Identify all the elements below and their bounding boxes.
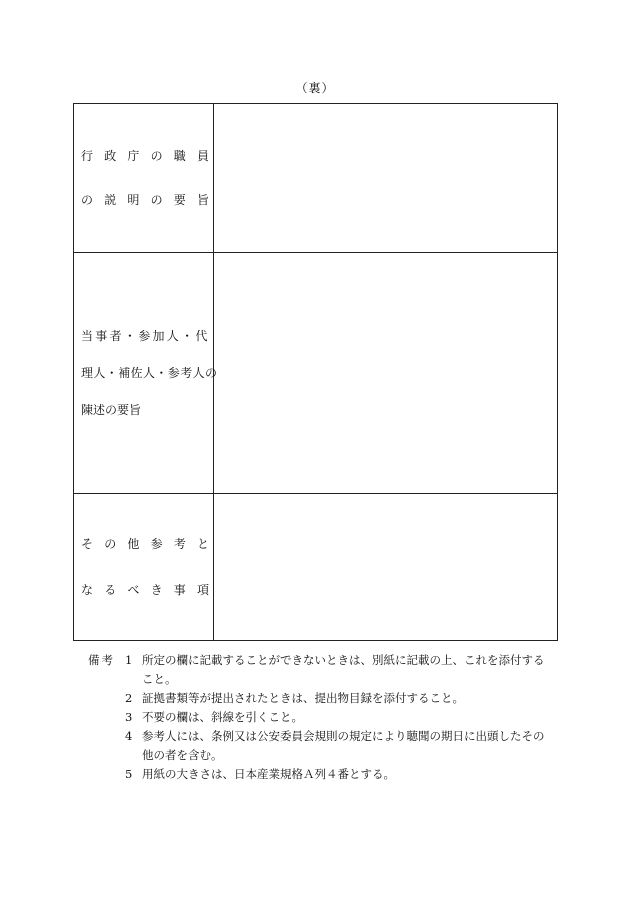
note-number: 1 — [125, 653, 133, 667]
label-cell-other-matters — [74, 494, 221, 641]
note-text-line: 不要の欄は、斜線を引くこと。 — [142, 710, 303, 724]
table-row-official-explanation — [74, 104, 558, 253]
label-line: 理人・補佐人・参考人の — [81, 365, 218, 380]
note-number: 4 — [125, 729, 133, 743]
note-text — [142, 708, 558, 727]
notes-title: 備考 — [88, 653, 115, 667]
label-cell-party-statements — [74, 253, 218, 494]
label-line: 陳述の要旨 — [81, 402, 142, 417]
label-line: の説明の要旨 — [81, 193, 221, 207]
content-cell-official-explanation[interactable] — [214, 104, 558, 253]
note-text — [142, 727, 558, 765]
note-item — [125, 708, 558, 727]
label-line: その他参考と — [81, 537, 221, 551]
label-line: 行政庁の職員 — [81, 149, 221, 163]
table-row-party-statements — [74, 253, 558, 494]
note-text-line: こと。 — [142, 672, 177, 686]
note-text — [142, 651, 558, 689]
note-number: 5 — [125, 767, 133, 781]
note-number: 3 — [125, 710, 133, 724]
note-text — [142, 689, 558, 708]
content-cell-other-matters[interactable] — [214, 494, 558, 641]
note-text-line: 参考人には、条例又は公安委員会規則の規定により聴聞の期日に出頭したその — [142, 729, 545, 743]
note-number: 2 — [125, 691, 133, 705]
page-heading: （裏） — [295, 81, 335, 95]
note-text-line: 証拠書類等が提出されたときは、提出物目録を添付すること。 — [142, 691, 464, 705]
content-cell-party-statements[interactable] — [214, 253, 558, 494]
label-cell-official-explanation — [74, 104, 221, 253]
note-text-line: 所定の欄に記載することができないときは、別紙に記載の上、これを添付する — [142, 653, 545, 667]
note-item — [125, 765, 558, 784]
table-row-other-matters — [74, 494, 558, 641]
label-line: 当事者・参加人・代 — [81, 328, 210, 343]
note-text-line: 他の者を含む。 — [142, 748, 223, 762]
label-line: なるべき事項 — [81, 583, 221, 597]
note-item — [125, 727, 558, 765]
hearing-record-table — [73, 103, 558, 641]
note-text-line: 用紙の大きさは、日本産業規格Ａ列４番とする。 — [142, 767, 395, 781]
note-text — [142, 765, 558, 784]
note-item — [125, 651, 558, 689]
note-item — [125, 689, 558, 708]
notes-section — [88, 651, 558, 784]
